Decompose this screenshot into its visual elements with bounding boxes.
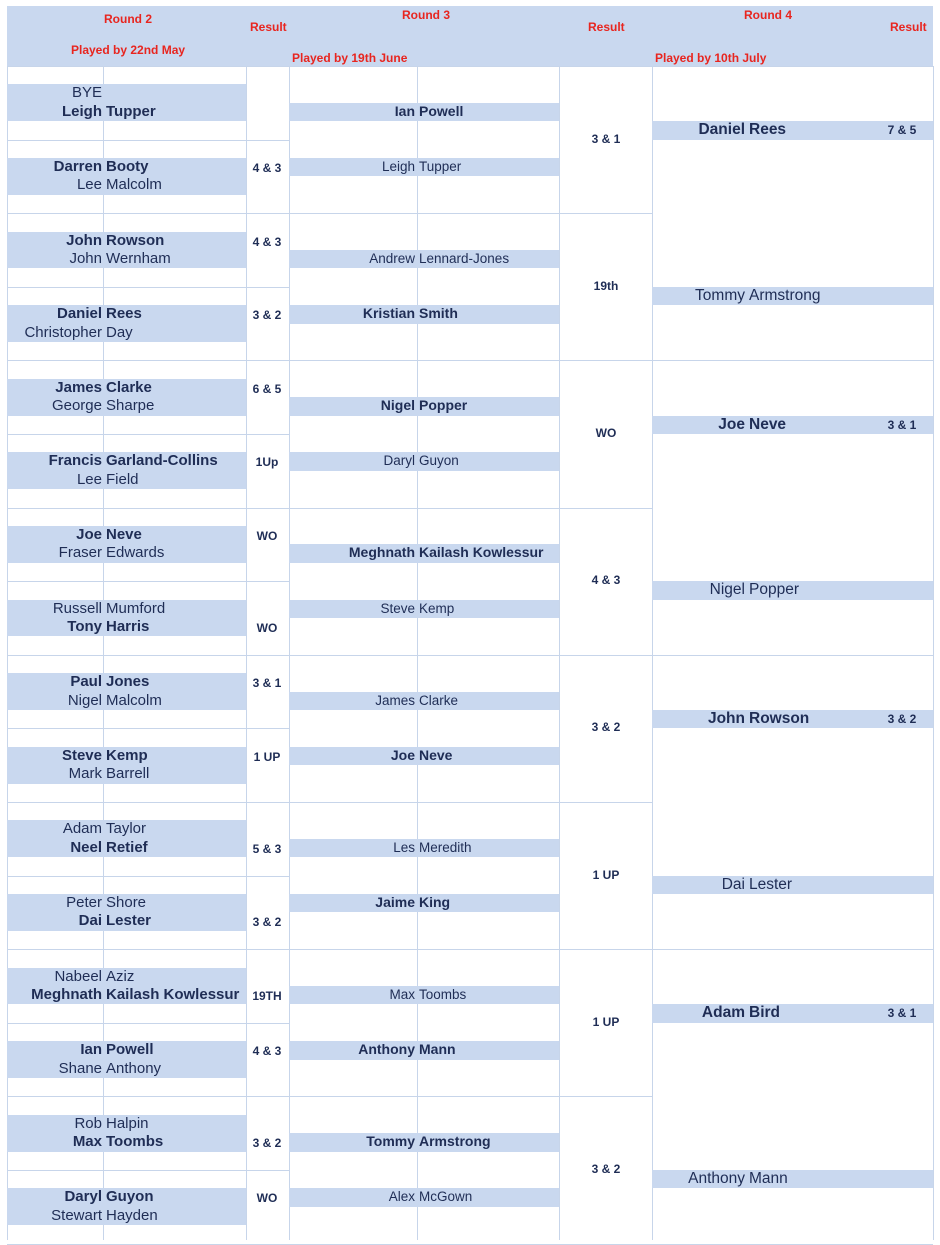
first-name: Joe [76,526,102,543]
first-name: Leigh [62,102,102,120]
round3-player [289,599,559,618]
grid-line [7,1170,289,1171]
grid-line [289,949,652,950]
round4-player [652,286,919,305]
last-name: Lennard-Jones [419,251,510,266]
round3-player [289,691,559,710]
round2-player [7,617,246,636]
round4-title: Round 4 [744,8,792,22]
last-name: Halpin [106,1114,149,1132]
last-name: Taylor [106,820,147,838]
round2-player [7,304,246,323]
round2-player [7,157,246,176]
round3-player [289,451,559,470]
first-name: Adam [701,1004,745,1022]
round3-result: 19th [593,278,619,293]
last-name: Kailash Kowlessur [106,986,240,1003]
grid-line [289,66,652,67]
grid-line [652,66,933,67]
round3-player [289,838,559,857]
last-name: Tupper [106,102,156,120]
last-name: Hayden [106,1206,158,1224]
first-name: Lee [76,176,102,194]
round4-result: 3 & 1 [887,417,917,432]
first-name: Les [393,839,415,855]
round2-player [7,691,246,710]
round3-player [289,249,559,268]
first-name: Andrew [369,251,415,266]
first-name: Darren [53,158,102,175]
round3-player [289,746,559,765]
grid-line [652,1244,933,1245]
first-name: Shane [58,1059,102,1077]
round2-result: 3 & 2 [252,1136,282,1151]
grid-line [7,287,289,288]
last-name: Meredith [419,839,472,855]
grid-line [652,360,933,361]
grid-line [7,728,289,729]
first-name: Nigel [67,691,102,709]
first-name: Steve [380,600,415,616]
grid-line [7,434,289,435]
last-name: Popper [419,397,468,414]
last-name: Toombs [106,1133,164,1151]
last-name: Armstrong [749,286,821,304]
round2-player [7,746,246,765]
grid-line [652,655,933,656]
round2-date: Played by 22nd May [71,43,186,57]
first-name: Tommy [366,1133,415,1150]
last-name: Malcolm [106,691,162,709]
round2-player [7,83,246,102]
first-name: Daryl [383,453,415,469]
last-name: Kailash Kowlessur [419,544,544,561]
round2-result: 1Up [255,455,279,470]
grid-line [7,655,289,656]
round3-player [289,543,559,562]
round2-player [7,102,246,121]
grid-line [289,802,652,803]
round2-player [7,396,246,415]
first-name: Alex [388,1189,415,1205]
first-name: Kristian [362,305,415,322]
last-name: Toombs [419,987,467,1002]
last-name: Mann [419,1041,456,1058]
grid-line [289,360,652,361]
first-name: Rob [74,1114,102,1132]
round2-player [7,231,246,250]
round2-result: 19TH [252,989,282,1003]
first-name: Max [389,987,415,1002]
first-name: Meghnath [31,986,102,1003]
round3-title: Round 3 [402,8,450,22]
last-name: Tupper [419,159,462,174]
round3-player [289,1040,559,1059]
first-name: Christopher [24,323,102,341]
grid-line [7,360,289,361]
round2-player [7,1059,246,1078]
last-name: Shore [106,894,147,911]
round3-player [289,157,559,176]
grid-line [7,949,289,950]
grid-line [652,949,933,950]
round3-player [289,1132,559,1151]
last-name: Neve [749,415,787,433]
round2-result: 6 & 5 [252,381,282,396]
round3-player [289,304,559,323]
first-name: John [66,231,102,249]
last-name: Clarke [419,692,459,708]
first-name: Neel [70,838,102,856]
grid-line [7,140,289,141]
round2-result: 3 & 2 [252,915,282,930]
round2-result: 4 & 3 [252,1044,282,1059]
first-name: Joe [718,415,745,433]
first-name: Peter [66,894,102,911]
last-name: Powell [106,1041,154,1059]
round2-player [7,525,246,544]
round3-result: 3 & 1 [591,131,621,146]
first-name: Nigel [380,397,415,414]
first-name: Paul [70,673,102,691]
last-name: Armstrong [419,1133,491,1150]
round2-player [7,599,246,618]
first-name: Ian [394,102,415,119]
round3-result: WO [595,426,617,440]
round3-result: 3 & 2 [591,1162,621,1176]
round2-result: 3 & 1 [252,676,282,691]
last-name: Booty [106,158,149,175]
first-name: Jaime [375,894,415,910]
grid-line [289,655,652,656]
first-name: Francis [48,452,102,470]
round4-player [652,1169,919,1188]
grid-line [559,66,560,1240]
first-name: Mark [68,765,102,783]
first-name: Joe [390,746,415,763]
round2-result: 4 & 3 [252,234,282,249]
first-name: Fraser [58,544,102,562]
round3-date: Played by 19th June [292,51,408,65]
round2-player [7,764,246,783]
round2-player [7,451,246,470]
round2-player [7,1040,246,1059]
round4-result: 3 & 1 [887,1006,917,1021]
grid-line [652,66,653,1240]
first-name: John [69,250,102,267]
round3-player [289,1187,559,1206]
round2-player [7,893,246,912]
grid-line [289,66,290,1240]
last-name: Edwards [106,544,165,562]
last-name: Aziz [106,967,135,985]
last-name: Day [106,323,133,341]
round2-player [7,911,246,930]
last-name: Neve [419,746,453,763]
first-name: Tony [67,618,102,635]
first-name: John [707,710,745,727]
last-name: Anthony [106,1059,162,1077]
last-name [106,83,246,102]
round2-result: 5 & 3 [252,841,282,856]
last-name: Kemp [419,600,455,616]
round2-result: WO [256,621,278,635]
round3-result: 1 UP [592,867,620,882]
first-name: Russell [52,599,102,617]
round3-player [289,396,559,415]
first-name: Daniel [56,305,102,323]
round2-player [7,1187,246,1206]
round3-result: 1 UP [592,1014,620,1029]
grid-line [289,1244,652,1245]
grid-line [7,876,289,877]
round3-result: 4 & 3 [591,573,621,588]
round4-player [652,580,919,599]
first-name: Meghnath [348,544,415,561]
grid-line [7,66,289,67]
round2-player [7,838,246,857]
last-name: Powell [419,102,464,119]
last-name: Jones [106,673,150,691]
first-name: Anthony [688,1170,745,1187]
round2-player [7,543,246,562]
first-name: Steve [61,746,102,764]
last-name: King [419,894,451,910]
last-name: Popper [749,581,799,599]
round4-result: 3 & 2 [887,712,917,726]
first-name: James [55,378,102,396]
first-name: Max [72,1133,102,1151]
grid-line [7,581,289,582]
round3-result-header: Result [588,20,625,34]
round2-title: Round 2 [104,12,152,26]
round2-result-header: Result [250,20,287,34]
round2-result: 4 & 3 [252,161,282,175]
first-name: Dai [721,875,745,893]
round2-player [7,249,246,268]
round2-player [7,323,246,342]
last-name: Lester [106,912,152,930]
round2-player [7,1132,246,1151]
first-name: BYE [71,84,102,102]
round2-result: 3 & 2 [252,308,282,323]
grid-line [289,1096,652,1097]
last-name: Guyon [419,453,459,469]
round3-player [289,102,559,121]
last-name: Lester [749,875,793,893]
first-name: Anthony [358,1041,415,1058]
last-name: Garland-Collins [106,452,218,470]
round3-player [289,985,559,1004]
first-name: Stewart [51,1206,102,1224]
grid-line [7,1023,289,1024]
last-name: Mumford [106,599,166,617]
grid-line [7,802,289,803]
round2-player [7,1114,246,1133]
grid-line [289,213,652,214]
first-name: Nigel [709,581,745,599]
last-name: Bird [749,1004,780,1022]
first-name: Ian [80,1041,102,1059]
round2-player [7,819,246,838]
first-name: Lee [76,470,102,488]
last-name: Neve [106,526,142,543]
round3-result: 3 & 2 [591,720,621,735]
first-name: Tommy [695,286,745,304]
round2-player [7,967,246,986]
last-name: Wernham [106,250,171,267]
round2-result: WO [256,1191,278,1206]
round3-player [289,893,559,912]
round2-player [7,470,246,489]
last-name: Smith [419,305,458,322]
last-name: Field [106,470,139,488]
last-name: Rees [106,305,142,323]
last-name: Rees [749,121,787,139]
last-name: Malcolm [106,176,162,194]
first-name: George [51,397,102,415]
round2-player [7,985,246,1004]
round2-result: 1 UP [253,749,281,764]
grid-line [417,66,418,1240]
round2-player [7,1206,246,1225]
grid-line [7,213,289,214]
first-name: James [375,692,415,708]
grid-line [7,508,289,509]
last-name: Clarke [106,378,152,396]
first-name: Dai [78,912,102,930]
first-name: Daniel [698,121,745,139]
last-name: Rowson [749,710,810,727]
last-name: Kemp [106,746,148,764]
last-name: McGown [419,1189,473,1205]
round4-result-header: Result [890,20,927,34]
round2-player [7,672,246,691]
last-name: Sharpe [106,397,155,415]
grid-line [289,508,652,509]
round4-player [652,875,919,894]
round2-player [7,175,246,194]
first-name: Daryl [64,1188,102,1206]
first-name: Leigh [381,159,415,174]
round2-player [7,378,246,397]
first-name: Adam [62,820,102,838]
last-name: Retief [106,838,148,856]
grid-line [933,66,934,1240]
first-name: Nabeel [54,967,102,985]
last-name: Guyon [106,1188,154,1206]
last-name: Harris [106,618,150,635]
round4-result: 7 & 5 [887,123,917,138]
last-name: Rowson [106,231,165,249]
round4-date: Played by 10th July [655,51,767,65]
grid-line [7,1096,289,1097]
round2-result: WO [256,529,278,543]
last-name: Barrell [106,765,150,783]
last-name: Mann [749,1170,788,1187]
grid-line [7,1244,289,1245]
